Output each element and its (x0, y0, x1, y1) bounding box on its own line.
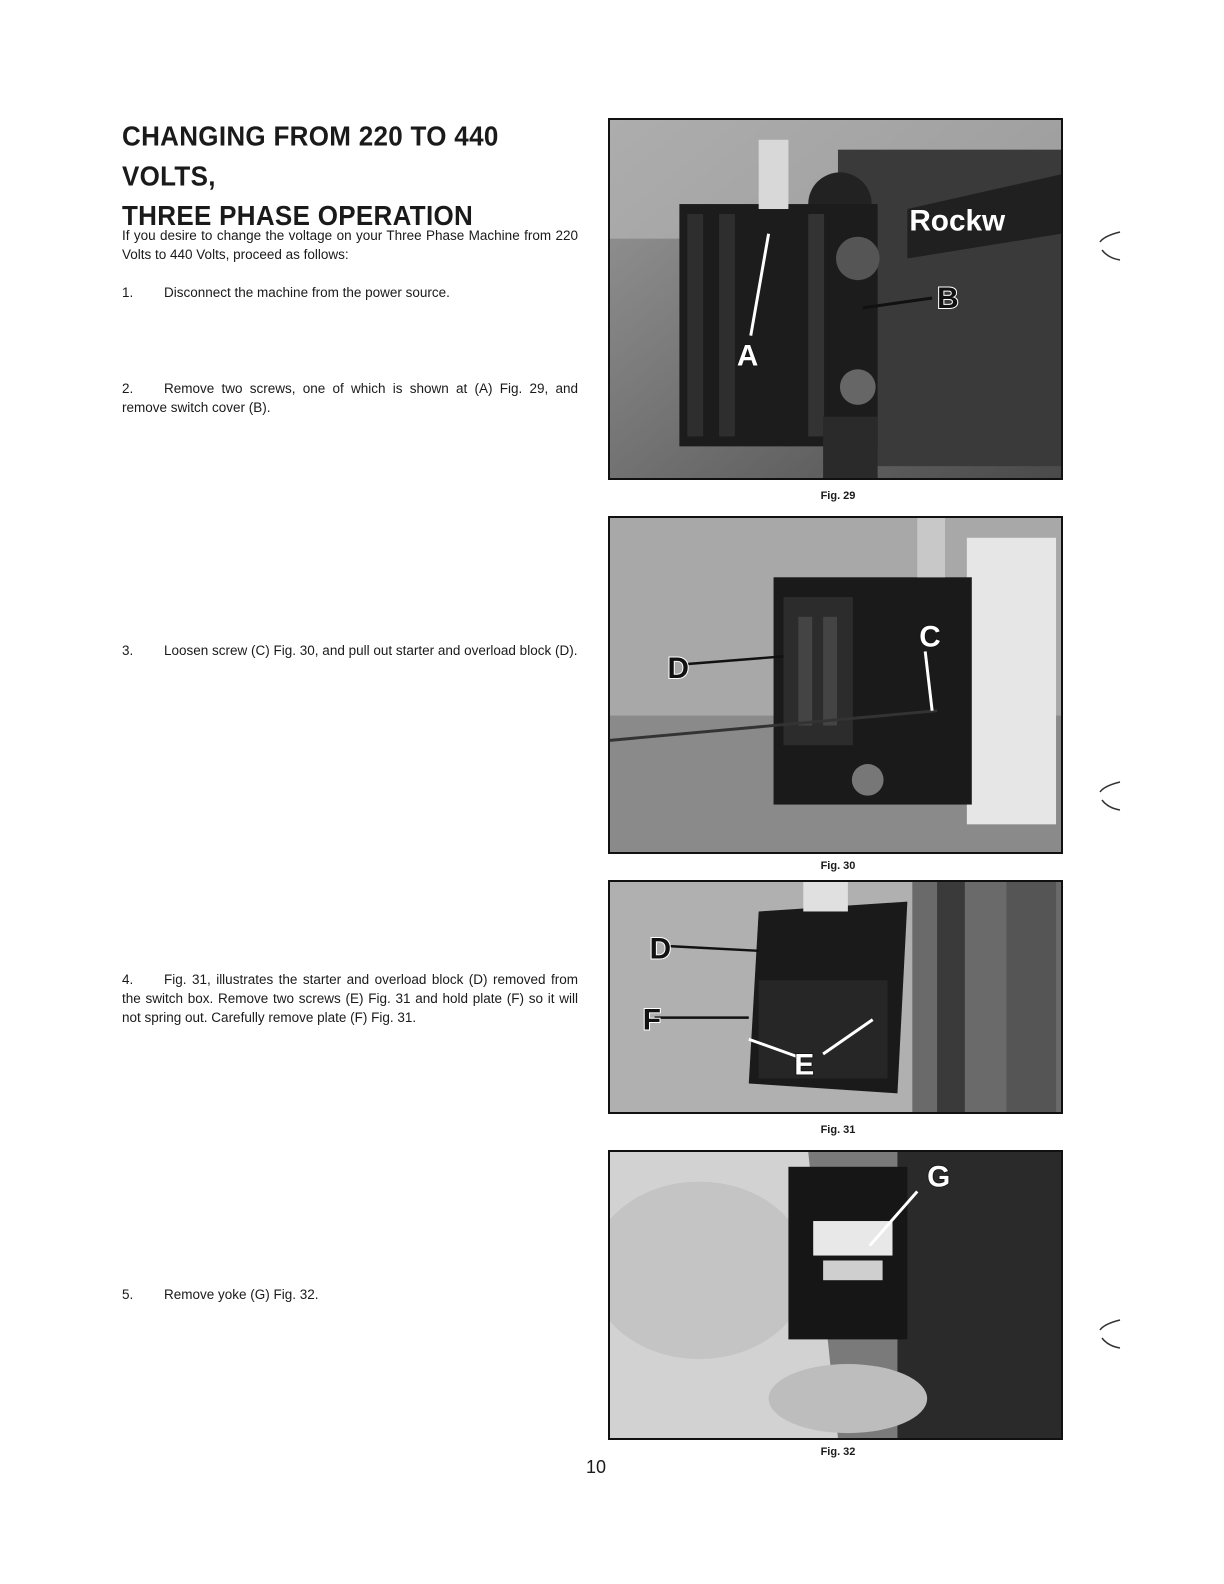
label-d: D (667, 652, 689, 686)
label-b: B (937, 281, 959, 315)
step-text: Loosen screw (C) Fig. 30, and pull out starter and overload block (D). (164, 643, 578, 658)
step-text: Disconnect the machine from the power source. (164, 285, 450, 300)
binder-hole-mark (1094, 778, 1124, 814)
step-number: 5. (122, 1287, 134, 1302)
step-3 (122, 641, 578, 660)
step-text: Remove yoke (G) Fig. 32. (164, 1287, 319, 1302)
label-e: E (794, 1048, 815, 1082)
switch-cover-photo (610, 120, 1061, 478)
step-1 (122, 283, 578, 302)
label-a: A (736, 339, 759, 373)
figure-30-photo (608, 516, 1063, 854)
heading-line-2: THREE PHASE OPERATION (122, 200, 474, 232)
label-d: D (649, 932, 672, 966)
step-number: 1. (122, 285, 134, 300)
figure-32-caption: Fig. 32 (820, 1446, 856, 1458)
step-5 (122, 1285, 578, 1304)
step-text: Remove two screws, one of which is shown at (A) Fig. 29, and remove switch cover (B). (122, 381, 578, 415)
binder-hole-mark (1094, 1316, 1124, 1352)
step-number: 3. (122, 643, 134, 658)
step-text: Fig. 31, illustrates the starter and overload block (D) removed from the switch box. Remove two screws (E) Fig. 31 and hold plate (F) so it will not spring out. Carefully remove plate (F) Fig. 31. (122, 972, 578, 1025)
label-g: G (927, 1160, 951, 1194)
overload-block-photo (610, 882, 1061, 1112)
figure-31-photo (608, 880, 1063, 1114)
figure-31-caption: Fig. 31 (820, 1124, 856, 1136)
intro-paragraph: If you desire to change the voltage on your Three Phase Machine from 220 Volts to 440 Volts, proceed as follows: (122, 228, 578, 262)
figure-32-photo (608, 1150, 1063, 1440)
binder-hole-mark (1094, 228, 1124, 264)
figure-29-photo (608, 118, 1063, 480)
page-number: 10 (585, 1457, 607, 1477)
step-4 (122, 970, 578, 1027)
figure-30-caption: Fig. 30 (820, 860, 856, 872)
brand-logo-text: Rockw (909, 204, 1006, 238)
yoke-removal-photo (610, 1152, 1061, 1438)
section-heading (122, 116, 592, 236)
label-f: F (642, 1003, 661, 1037)
step-number: 2. (122, 381, 134, 396)
label-c: C (919, 620, 941, 654)
step-number: 4. (122, 972, 134, 987)
figure-29-caption: Fig. 29 (820, 490, 856, 502)
heading-line-1: CHANGING FROM 220 TO 440 VOLTS, (122, 120, 499, 192)
step-2 (122, 379, 578, 417)
starter-block-photo (610, 518, 1061, 852)
